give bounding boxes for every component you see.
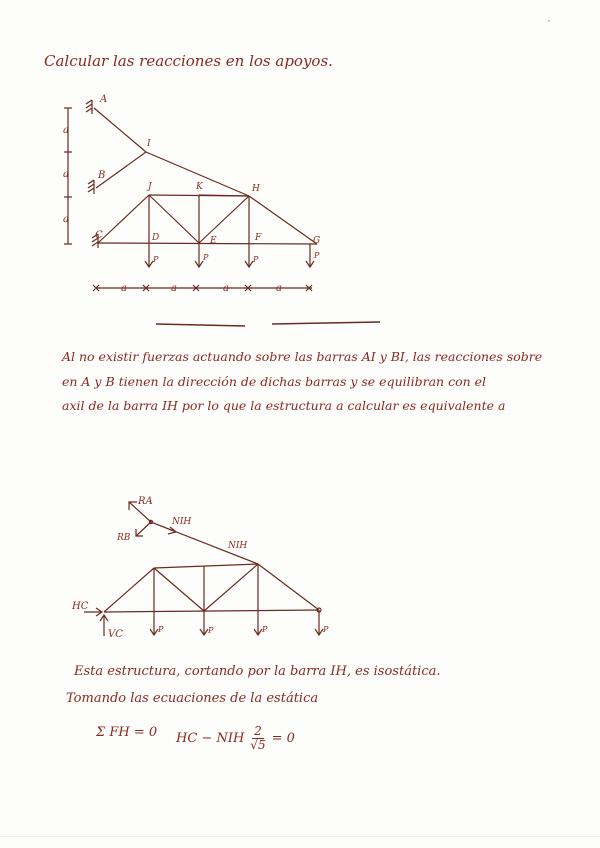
load-label: P <box>253 255 259 264</box>
load-label: P <box>262 625 268 634</box>
node-label-f: F <box>255 233 262 243</box>
page-edge <box>0 836 600 837</box>
paragraph-line-2: en A y B tienen la dirección de dichas barras y se equilibran con el <box>62 374 487 389</box>
node-label-g: G <box>313 236 321 246</box>
load-label: P <box>208 626 214 635</box>
load-label: P <box>323 625 329 634</box>
label-vc: VC <box>108 629 123 640</box>
statement-line-2: Tomando las ecuaciones de la estática <box>66 691 319 706</box>
label-rb: RB <box>117 533 131 543</box>
label-ra: RA <box>138 496 153 507</box>
dimension-label: a <box>121 283 127 294</box>
support-b-icon <box>88 180 94 194</box>
truss-figure-2 <box>0 470 600 660</box>
node-label-b: B <box>98 170 106 181</box>
dimension-label: a <box>63 214 69 225</box>
load-label: P <box>314 251 320 260</box>
statement-line-1: Esta estructura, cortando por la barra IH, es isostática. <box>74 664 441 679</box>
equation-rhs-suffix: = 0 <box>271 731 295 746</box>
fraction-numerator: 2 <box>254 724 262 738</box>
load-arrows <box>150 610 323 635</box>
node-label-k: K <box>196 182 203 192</box>
load-label: P <box>203 253 209 262</box>
load-label: P <box>158 625 164 634</box>
node-label-j: J <box>148 182 152 192</box>
bottom-chord <box>98 243 317 244</box>
equation-rhs-prefix: HC − NIH <box>176 731 245 746</box>
node-label-d: D <box>152 233 160 243</box>
label-nih-bar: NIH <box>228 541 248 551</box>
paragraph-line-3: axil de la barra IH por lo que la estructura a calcular es equivalente a <box>62 398 506 413</box>
bar-ai <box>94 108 146 152</box>
label-nih-top: NIH <box>172 517 192 527</box>
dimension-label: a <box>171 283 177 294</box>
node-label-h: H <box>252 184 260 194</box>
node-label-i: I <box>147 139 151 149</box>
load-arrows <box>145 243 314 267</box>
node-label-a: A <box>100 94 108 105</box>
paragraph-line-1: Al no existir fuerzas actuando sobre las barras AI y BI, las reacciones sobre <box>62 349 543 364</box>
equation-rhs <box>176 725 295 752</box>
equation-lhs: Σ FH = 0 <box>96 725 158 740</box>
dimension-label: a <box>276 283 282 294</box>
equation-fraction <box>250 725 265 752</box>
problem-title: Calcular las reacciones en los apoyos. <box>44 52 333 70</box>
label-hc: HC <box>72 601 89 612</box>
support-a-icon <box>86 100 92 114</box>
node-label-c: C <box>95 230 103 241</box>
dimension-label: a <box>223 283 229 294</box>
fraction-denominator: √5 <box>250 738 266 752</box>
truss-figure-1 <box>0 0 600 340</box>
load-label: P <box>153 255 159 264</box>
node-label-e: E <box>210 236 217 246</box>
dimension-label: a <box>63 169 69 180</box>
dimension-label: a <box>63 125 69 136</box>
reaction-rb-arrow <box>136 522 151 536</box>
separator-stroke <box>156 324 245 326</box>
